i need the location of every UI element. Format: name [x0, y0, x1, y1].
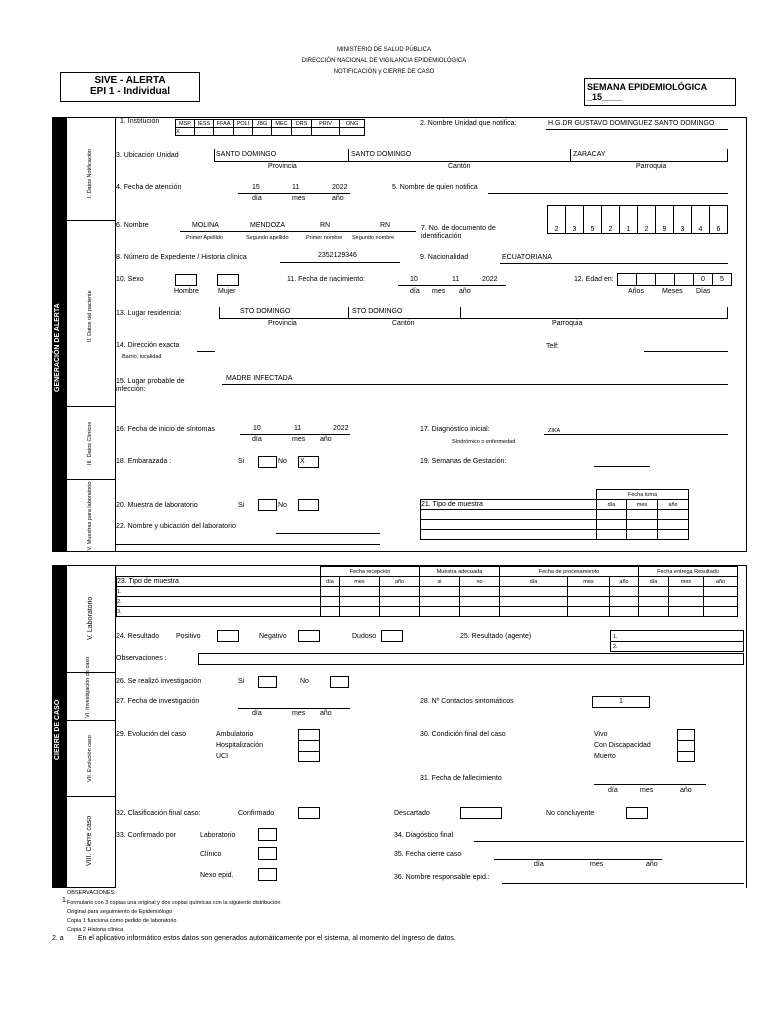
footer-l3: Copia 1 funciona como pedido de laboratorio [67, 918, 177, 924]
expediente-value[interactable]: 2352129346 [318, 252, 357, 259]
investigacion-no-box[interactable] [330, 676, 349, 688]
institucion-opt: ONG [340, 120, 365, 128]
resultado-positivo: Positivo [176, 633, 201, 640]
lt-si: si [420, 577, 460, 587]
h-adecuada: Muestra adecuada [420, 567, 500, 577]
date-dia: día [252, 710, 262, 717]
unidad-line [546, 129, 728, 130]
date-mes: mes [292, 436, 306, 443]
institucion-opt: POLI [234, 120, 253, 128]
form-subtitle: EPI 1 - Individual [89, 86, 170, 97]
unidad-value[interactable]: H.G.DR GUSTAVO DOMINGUEZ SANTO DOMINGO [548, 120, 715, 127]
ft-mes: mes [627, 500, 658, 510]
table-row [117, 587, 738, 597]
institucion-opt: MEC [272, 120, 292, 128]
confirmado-por-label: 33. Confirmado por [116, 832, 176, 839]
infeccion-label2: infección: [116, 386, 146, 393]
edad-label: 12. Edad en: [574, 276, 614, 283]
band-generacion-label: GENERACIÓN DE ALERTA [54, 303, 61, 392]
lt-mes: mes [340, 577, 380, 587]
edad-anios: Años [628, 288, 644, 295]
residencia-divider [460, 307, 461, 319]
ft-dia: día [597, 500, 627, 510]
lab-nombre-label: 22. Nombre y ubicación del laboratorio [116, 523, 236, 530]
edad-table[interactable] [617, 273, 732, 286]
fallecimiento-label: 31. Fecha de fallecimiento [420, 775, 502, 782]
diag-final-line [474, 841, 744, 842]
muestra-lab-no: No [278, 502, 287, 509]
nombre-ap2[interactable]: MENDOZA [250, 222, 285, 229]
unidad-label: 2. Nombre Unidad que notifica: [420, 120, 517, 127]
residencia-label: 13. Lugar residencia: [116, 310, 182, 317]
sintomas-label: 16. Fecha de inicio de síntomas [116, 426, 215, 433]
resultado-dudoso: Dudoso [352, 633, 377, 640]
resultado-negativo: Negativo [259, 633, 287, 640]
condicion-opt: Con Discapacidad [594, 742, 651, 749]
gestacion-label: 19. Semanas de Gestación: [420, 458, 507, 465]
section-investigacion [66, 672, 116, 721]
embarazada-no-mark: X [300, 458, 305, 465]
institucion-opt: FFAA [214, 120, 234, 128]
block1-right-border [746, 117, 747, 552]
lab-row-label: 2. [117, 597, 321, 607]
quien-label: 5. Nombre de quien notifica [392, 184, 478, 191]
infeccion-value[interactable]: MADRE INFECTADA [226, 375, 293, 382]
date-anio: año [320, 710, 332, 717]
header-ministry: MINISTERIO DE SALUD PÚBLICA [336, 47, 432, 53]
infeccion-label: 15. Lugar probable de [116, 378, 185, 385]
date-dia: día [252, 195, 262, 202]
clasificacion-confirmado-box[interactable] [298, 807, 320, 819]
ubicacion-label: 3. Ubicación Unidad [116, 152, 179, 159]
responsable-line [502, 883, 744, 884]
footer-l5: En el aplicativo informático estos datos son generados automáticamente por el sistema, al momento del ingreso de datos. [78, 935, 456, 942]
atencion-anio[interactable]: 2022 [332, 184, 348, 191]
date-dia: día [252, 436, 262, 443]
residencia-canton[interactable]: STO DOMINGO [352, 308, 403, 315]
condicion-label: 30. Condición final del caso [420, 731, 506, 738]
lab-row-label: 3. [117, 607, 321, 617]
quien-line [488, 193, 728, 194]
section-laboratorio-label: V. Laboratorio [87, 596, 94, 640]
sexo-hombre-box[interactable] [175, 274, 197, 286]
doc-digit[interactable]: 1 [620, 206, 638, 234]
direccion-label: 14. Dirección exacta [116, 342, 180, 349]
condicion-opt: Vivo [594, 731, 608, 738]
edad-cell[interactable] [675, 274, 694, 286]
evolucion-opt: Ambulatorio [216, 731, 254, 738]
institucion-mark[interactable] [340, 128, 365, 136]
resultado-label: 24. Resultado [116, 633, 160, 640]
ubicacion-parroquia[interactable]: ZARACAY [573, 151, 606, 158]
block2-right-border [746, 565, 747, 888]
lbl-provincia: Provincia [268, 320, 297, 327]
fecha-inv-label: 27. Fecha de investigación [116, 698, 200, 705]
form-title-box [60, 72, 200, 102]
investigacion-si-box[interactable] [258, 676, 277, 688]
section-muestras-label: IV. Muestras para laboratorio [87, 481, 93, 552]
nacimiento-anio[interactable]: 2022 [482, 276, 498, 283]
fecha-cierre-label: 35. Fecha cierre caso [394, 851, 462, 858]
h-entrega: Fecha entrega Resultado [639, 567, 738, 577]
edad-cell[interactable] [618, 274, 637, 286]
date-mes: mes [292, 195, 306, 202]
ubicacion-divider [348, 149, 349, 162]
investigacion-si: Si [238, 678, 245, 685]
atencion-label: 4. Fecha de atención [116, 184, 182, 191]
form-title: SIVE - ALERTA [94, 75, 166, 86]
doc-digit[interactable]: 4 [692, 206, 710, 234]
diagnostico-label: 17. Diagnóstico inicial: [420, 426, 490, 433]
date-anio: año [680, 787, 692, 794]
muestra-lab-no-box[interactable] [298, 499, 319, 511]
nacimiento-mes[interactable]: 11 [452, 276, 460, 283]
direccion-sub: Barrio, localidad [122, 354, 162, 360]
nombre-n1[interactable]: RN [320, 222, 331, 229]
nacimiento-dia[interactable]: 10 [410, 276, 418, 283]
embarazada-label: 18. Embarazada : [116, 458, 172, 465]
ubicacion-canton[interactable]: SANTO DOMINGO [351, 151, 412, 158]
muestra-lab-label: 20. Muestra de laboratorio [116, 502, 198, 509]
section-notificacion-label: I. Datos Notificación [87, 149, 93, 198]
fecha-inv-line [238, 708, 350, 709]
resultado-agente-label: 25. Resultado (agente) [460, 633, 532, 640]
doc-digit[interactable]: 3 [674, 206, 692, 234]
confirmado-clinico-box[interactable] [258, 847, 277, 860]
date-dia: día [534, 861, 544, 868]
condicion-boxes[interactable] [677, 729, 695, 762]
confirmado-laboratorio: Laboratorio [200, 832, 236, 839]
confirmado-nexo-box[interactable] [258, 868, 277, 881]
documento-table[interactable] [547, 205, 728, 234]
diag-final-label: 34. Diagóstico final [394, 832, 454, 839]
doc-digit[interactable]: 9 [656, 206, 674, 234]
fallecimiento-line [594, 784, 706, 785]
date-anio: año [320, 436, 332, 443]
telf-line [644, 351, 728, 352]
date-mes: mes [292, 710, 306, 717]
clasificacion-noconcluyente-box[interactable] [626, 807, 648, 819]
h-procesamiento: Fecha de procesamiento [500, 567, 639, 577]
documento-label2: identificación [421, 233, 462, 240]
nacimiento-line [398, 285, 506, 286]
lab-tipo-label: 23. Tipo de muestra [117, 577, 321, 587]
lt-anio: año [380, 577, 420, 587]
sexo-mujer: Mujer [218, 288, 236, 295]
observaciones-label: Observaciones : [116, 655, 167, 662]
nombre-ap1[interactable]: MOLINA [192, 222, 219, 229]
date-dia: día [608, 787, 618, 794]
embarazada-si: Si [238, 458, 245, 465]
residencia-field [219, 307, 728, 319]
section-clinicos-label: III. Datos Clínicos [87, 421, 93, 465]
edad-cell[interactable] [656, 274, 675, 286]
date-mes: mes [432, 288, 446, 295]
doc-digit[interactable]: 3 [566, 206, 584, 234]
institucion-mark[interactable] [214, 128, 234, 136]
section-paciente-label: II. Datos del paciente [87, 290, 93, 342]
edad-cell[interactable] [637, 274, 656, 286]
lbl-parroquia: Parroquia [636, 163, 667, 170]
nacimiento-label: 11. Fecha de nacimiento: [287, 276, 366, 283]
clasificacion-descartado: Descartado [394, 810, 430, 817]
atencion-line [238, 193, 350, 194]
expediente-label: 8. Número de Expediente / Historia clínica [116, 254, 247, 261]
band-cierre-label: CIERRE DE CASO [54, 699, 61, 760]
nombre-n2[interactable]: RN [380, 222, 391, 229]
institucion-mark[interactable] [253, 128, 272, 136]
ft-anio: año [658, 500, 689, 510]
sexo-label: 10. Sexo [116, 276, 144, 283]
sexo-hombre: Hombre [174, 288, 199, 295]
institucion-opt: PRIV [312, 120, 340, 128]
lt-anio: año [610, 577, 639, 587]
clasificacion-confirmado: Confirmado [238, 810, 275, 817]
ubicacion-provincia[interactable]: SANTO DOMINGO [216, 151, 277, 158]
date-anio: año [459, 288, 471, 295]
lbl-canton: Cantón [448, 163, 471, 170]
lab-nombre-line2 [116, 544, 380, 545]
tipo-muestra21-table[interactable] [420, 489, 689, 540]
clasificacion-label: 32. Clasificación final caso: [116, 810, 201, 817]
nombre-label: 6. Nombre [116, 222, 149, 229]
diagnostico-value[interactable]: ZIKA [548, 428, 561, 434]
lbl-n2: Segundo nombre [352, 235, 395, 241]
confirmado-laboratorio-box[interactable] [258, 828, 277, 841]
residencia-provincia[interactable]: STO DOMINGO [240, 308, 291, 315]
institucion-opt: MSP [176, 120, 195, 128]
agente-2: 2. [613, 644, 618, 650]
edad-meses: Meses [662, 288, 683, 295]
header-notification: NOTIFICACIÓN y CIERRE DE CASO [333, 69, 435, 75]
expediente-line [280, 262, 400, 263]
atencion-mes[interactable]: 11 [292, 184, 300, 191]
doc-digit[interactable]: 6 [710, 206, 728, 234]
embarazada-si-box[interactable] [258, 456, 277, 468]
embarazada-no: No [278, 458, 287, 465]
nacionalidad-value[interactable]: ECUATORIANA [502, 254, 552, 261]
lbl-n1: Primer nombre [306, 235, 343, 241]
institucion-mark[interactable] [292, 128, 312, 136]
edad-dias: Días [696, 288, 711, 295]
semana-box [584, 78, 736, 106]
responsable-label: 36. Nombre responsable epid.: [394, 874, 490, 881]
confirmado-nexo: Nexo epid. [200, 872, 234, 879]
date-dia: día [410, 288, 420, 295]
contactos-value[interactable]: 1 [592, 696, 650, 708]
institucion-mark[interactable] [195, 128, 214, 136]
muestra-lab-si: Si [238, 502, 245, 509]
agente-divider [611, 641, 743, 642]
embarazada-no-box[interactable] [298, 456, 319, 468]
doc-digit[interactable]: 5 [584, 206, 602, 234]
h-recepcion: Fecha recepción [321, 567, 420, 577]
gestacion-line [594, 466, 650, 467]
telf-label: Telf: [546, 343, 559, 350]
lab-table[interactable] [116, 566, 738, 617]
institucion-mark[interactable] [312, 128, 340, 136]
resultado-dudoso-box[interactable] [381, 630, 403, 642]
institucion-table[interactable] [175, 119, 365, 136]
lbl-parroquia: Parroquia [552, 320, 583, 327]
lbl-provincia: Provincia [268, 163, 297, 170]
fecha-toma-header: Fecha toma [597, 490, 689, 500]
sintomas-anio[interactable]: 2022 [333, 425, 349, 432]
observaciones-field[interactable] [198, 653, 744, 665]
atencion-dia[interactable]: 15 [252, 184, 260, 191]
date-mes: mes [590, 861, 604, 868]
sintomas-line [240, 434, 350, 435]
contactos-label: 28. Nº Contactos sintomáticos [420, 698, 514, 705]
date-anio: año [332, 195, 344, 202]
documento-label: 7. No. de documento de [421, 225, 496, 232]
fecha-cierre-line [494, 859, 662, 860]
block1-bottom-border [66, 551, 746, 552]
lt-mes: mes [669, 577, 704, 587]
doc-digit[interactable]: 2 [638, 206, 656, 234]
edad-cell[interactable]: 0 [694, 274, 713, 286]
diagnostico-sub: Síndrómico o enfermedad [452, 439, 516, 445]
evolucion-opt: UCI [216, 753, 229, 760]
section-evolucion-label: VII. Evolución caso [87, 735, 93, 782]
agente-1: 1. [613, 634, 618, 640]
resultado-agente-box[interactable] [610, 630, 744, 652]
header-direction: DIRECCIÓN NACIONAL DE VIGILANCIA EPIDEMIOLÓGICA [301, 58, 467, 64]
confirmado-clinico: Clínico [200, 851, 222, 858]
block1-top-border [66, 117, 746, 118]
investigacion-no: No [300, 678, 309, 685]
doc-digit[interactable]: 2 [548, 206, 566, 234]
section-investigacion-label: VI. Investigación de caso [85, 656, 91, 718]
ubicacion-field [214, 149, 728, 162]
footer-l2: Original para seguimiento de Epidemiólogo [67, 909, 173, 915]
tipo-muestra21-label: 21. Tipo de muestra [421, 500, 597, 510]
institucion-mark[interactable] [234, 128, 253, 136]
nombre-line [180, 231, 416, 232]
doc-digit[interactable]: 2 [602, 206, 620, 234]
institucion-mark[interactable] [272, 128, 292, 136]
footer-obs: OBSERVACIONES: [67, 890, 116, 896]
institucion-opt: JBG [253, 120, 272, 128]
semana-label: SEMANA EPIDEMIOLÓGICA [587, 82, 708, 92]
evolucion-label: 29. Evolución del caso [116, 731, 187, 738]
infeccion-line [222, 384, 728, 385]
lab-row-label: 1. [117, 587, 321, 597]
nacionalidad-line [500, 263, 728, 264]
nacionalidad-label: 9. Nacionalidad [420, 254, 469, 261]
investigacion-label: 26. Se realizó investigación [116, 678, 202, 685]
lt-no: no [460, 577, 500, 587]
sintomas-mes[interactable]: 11 [294, 425, 302, 432]
section-cierre-label: VIII. Cierre caso [86, 815, 93, 866]
footer-l1: Formulario con 3 copias una original y dos copias químicas con la siguiente distribución [67, 900, 281, 906]
institucion-label: 1. Institución [120, 118, 160, 125]
residencia-divider [348, 307, 349, 319]
footer-n1: 1 [62, 897, 66, 904]
institucion-opt: DRS [292, 120, 312, 128]
resultado-negativo-box[interactable] [298, 630, 320, 642]
direccion-line [197, 351, 215, 352]
lt-mes: mes [568, 577, 610, 587]
sexo-mujer-box[interactable] [217, 274, 239, 286]
condicion-opt: Muerto [594, 753, 616, 760]
lbl-ap1: Primer Apellido [186, 235, 223, 241]
footer-l4: Copia 2 Historia clínica [67, 927, 124, 933]
date-anio: año [646, 861, 658, 868]
date-mes: mes [640, 787, 654, 794]
clasificacion-noconcluyente: No concluyente [546, 810, 595, 817]
evolucion-boxes[interactable] [298, 729, 320, 762]
lab-nombre-line [276, 533, 380, 534]
ubicacion-divider [570, 149, 571, 162]
sintomas-dia[interactable]: 10 [253, 425, 261, 432]
table-row [117, 607, 738, 617]
semana-value[interactable]: _15____ [587, 92, 623, 102]
muestra-lab-si-box[interactable] [258, 499, 277, 511]
evolucion-opt: Hospitalización [216, 742, 264, 749]
clasificacion-descartado-box[interactable] [460, 807, 502, 819]
lt-dia: día [500, 577, 568, 587]
institucion-opt: IESS [195, 120, 214, 128]
lbl-ap2: Segundo apellido [246, 235, 289, 241]
table-row [117, 597, 738, 607]
lbl-canton: Cantón [392, 320, 415, 327]
institucion-mark[interactable]: X [176, 128, 195, 136]
resultado-positivo-box[interactable] [217, 630, 239, 642]
footer-n2: 2. a [52, 935, 64, 942]
lt-dia: día [639, 577, 669, 587]
edad-cell[interactable]: 5 [713, 274, 732, 286]
diagnostico-line [544, 434, 728, 435]
lt-anio: año [704, 577, 738, 587]
lt-dia: día [321, 577, 340, 587]
